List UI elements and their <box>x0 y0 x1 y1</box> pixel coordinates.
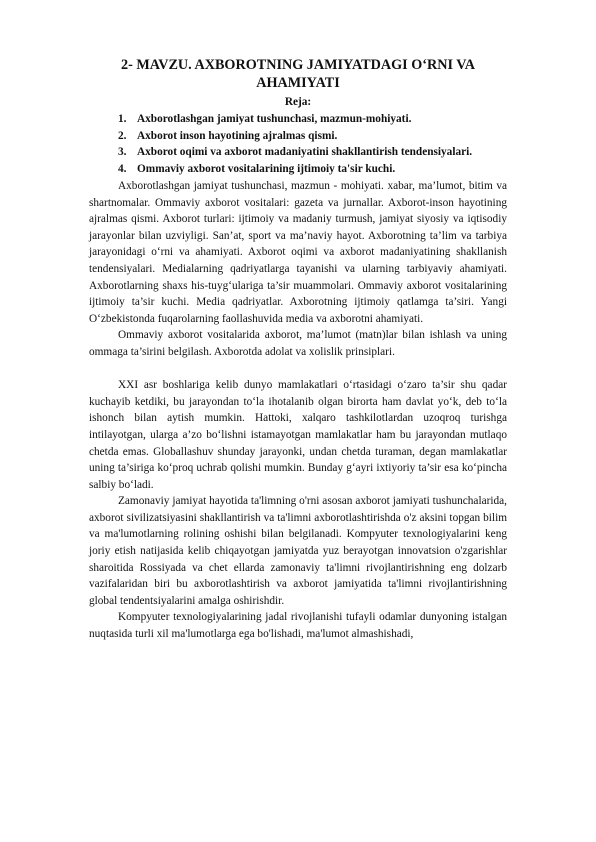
paragraph: Axborotlashgan jamiyat tushunchasi, mazmun - mohiyati. xabar, ma’lumot, bitim va shartnomalar. Ommaviy axborot vositalari: gazeta va jurnallar. Axborot-inson hayotining ajralmas qismi. Axborot turlari: ijtimoiy va madaniy turmush, jamiyat siyosiy va iqtisodiy jarayonlar bilan uzviyligi. San’at, sport va ma’naviy hayot. Axborotning ta’lim va tarbiya jarayonidagi o‘rni va ahamiyati. Axborot oqimi va axborot madaniyatining shakllanish tendensiyalari. Medialarning qadriyatlarga tayanishi va ularning tarbiyaviy ahamiyati. Axborotlarning shaxs his-tuyg‘ulariga ta’sir muammolari. Ommaviy axborot vositalarining ijtimoiy ta’sir kuchi. Media qadriyatlar. Axborotning ijtimoiy qatlamga ta’siri. Yangi O‘zbekistonda fuqarolarning faollashuvida media va axborotni ahamiyati. <box>89 180 507 325</box>
paragraph: Ommaviy axborot vositalarida axborot, ma’lumot (matn)lar bilan ishlash va uning ommaga ta’sirini belgilash. Axborotda adolat va xolislik prinsiplari. <box>89 329 507 358</box>
plan-item-text: Axborot inson hayotining ajralmas qismi. <box>137 129 338 142</box>
plan-item <box>118 111 518 128</box>
paragraph: Zamonaviy jamiyat hayotida ta'limning o'rni asosan axborot jamiyati tushunchalarida, axborot sivilizatsiyasini shakllantirish va ta'limni axborotlashtirishda o'z aksini topgan bilim va ma'lumotlarning rolining oshishi bilan belgilanadi. Kompyuter texnologiyalarini keng joriy etish natijasida kelib chiqayotgan jamiyatda yuz berayotgan innovatsion o'zgarishlar sharoitida Rossiyada va chet ellarda zamonaviy ta'limni rivojlantirishning eng dolzarb vazifalaridan biri bu axborotlashtirish va axborot jamiyatida ta'limni rivojlantirishning global tendentsiyalarini amalga oshirishdir. <box>89 495 507 607</box>
plan-item <box>118 128 518 145</box>
plan-item-number: 3. <box>118 146 127 158</box>
plan-item-number: 2. <box>118 129 127 142</box>
plan-item-number: 4. <box>118 162 127 175</box>
plan-item <box>118 161 518 178</box>
page-title: 2- MAVZU. AXBOROTNING JAMIYATDAGI O‘RNI VA AHAMIYATI <box>121 57 475 91</box>
plan-item <box>118 144 518 161</box>
plan-heading: Reja: <box>284 96 312 108</box>
plan-list <box>118 111 518 177</box>
body-text <box>89 178 507 643</box>
plan-item-number: 1. <box>118 113 127 125</box>
paragraph: Kompyuter texnologiyalarining jadal rivojlanishi tufayli odamlar dunyoning istalgan nuqtasida turli xil ma'lumotlarga ega bo'lishadi, ma'lumot almashishadi, <box>89 611 507 641</box>
paragraph: XXI asr boshlariga kelib dunyo mamlakatlari o‘rtasidagi o‘zaro ta’sir shu qadar kuchayib ketdiki, bu jarayondan to‘la ihotalanib olgan birorta ham davlat yo‘k, deb to‘la ishonch bilan aytish mumkin. Hattoki, xalqaro tashkilotlardan uzoqroq turishga intilayotgan, ularga a’zo bo‘lishni istamayotgan mamlakatlar ham bu jarayondan mutlaqo chetda emas. Globallashuv shunday jarayonki, undan chetda turaman, degan mamlakatlar uning ta’siriga ko‘proq uchrab qolishi mumkin. Bunday g‘ayri ixtiyoriy ta’sir esa ko‘pincha salbiy bo‘ladi. <box>89 379 507 491</box>
plan-item-text: Axborotlashgan jamiyat tushunchasi, mazmun-mohiyati. <box>137 113 412 125</box>
plan-item-text: Ommaviy axborot vositalarining ijtimoiy ta'sir kuchi. <box>137 162 396 175</box>
plan-item-text: Axborot oqimi va axborot madaniyatini shakllantirish tendensiyalari. <box>137 146 473 158</box>
